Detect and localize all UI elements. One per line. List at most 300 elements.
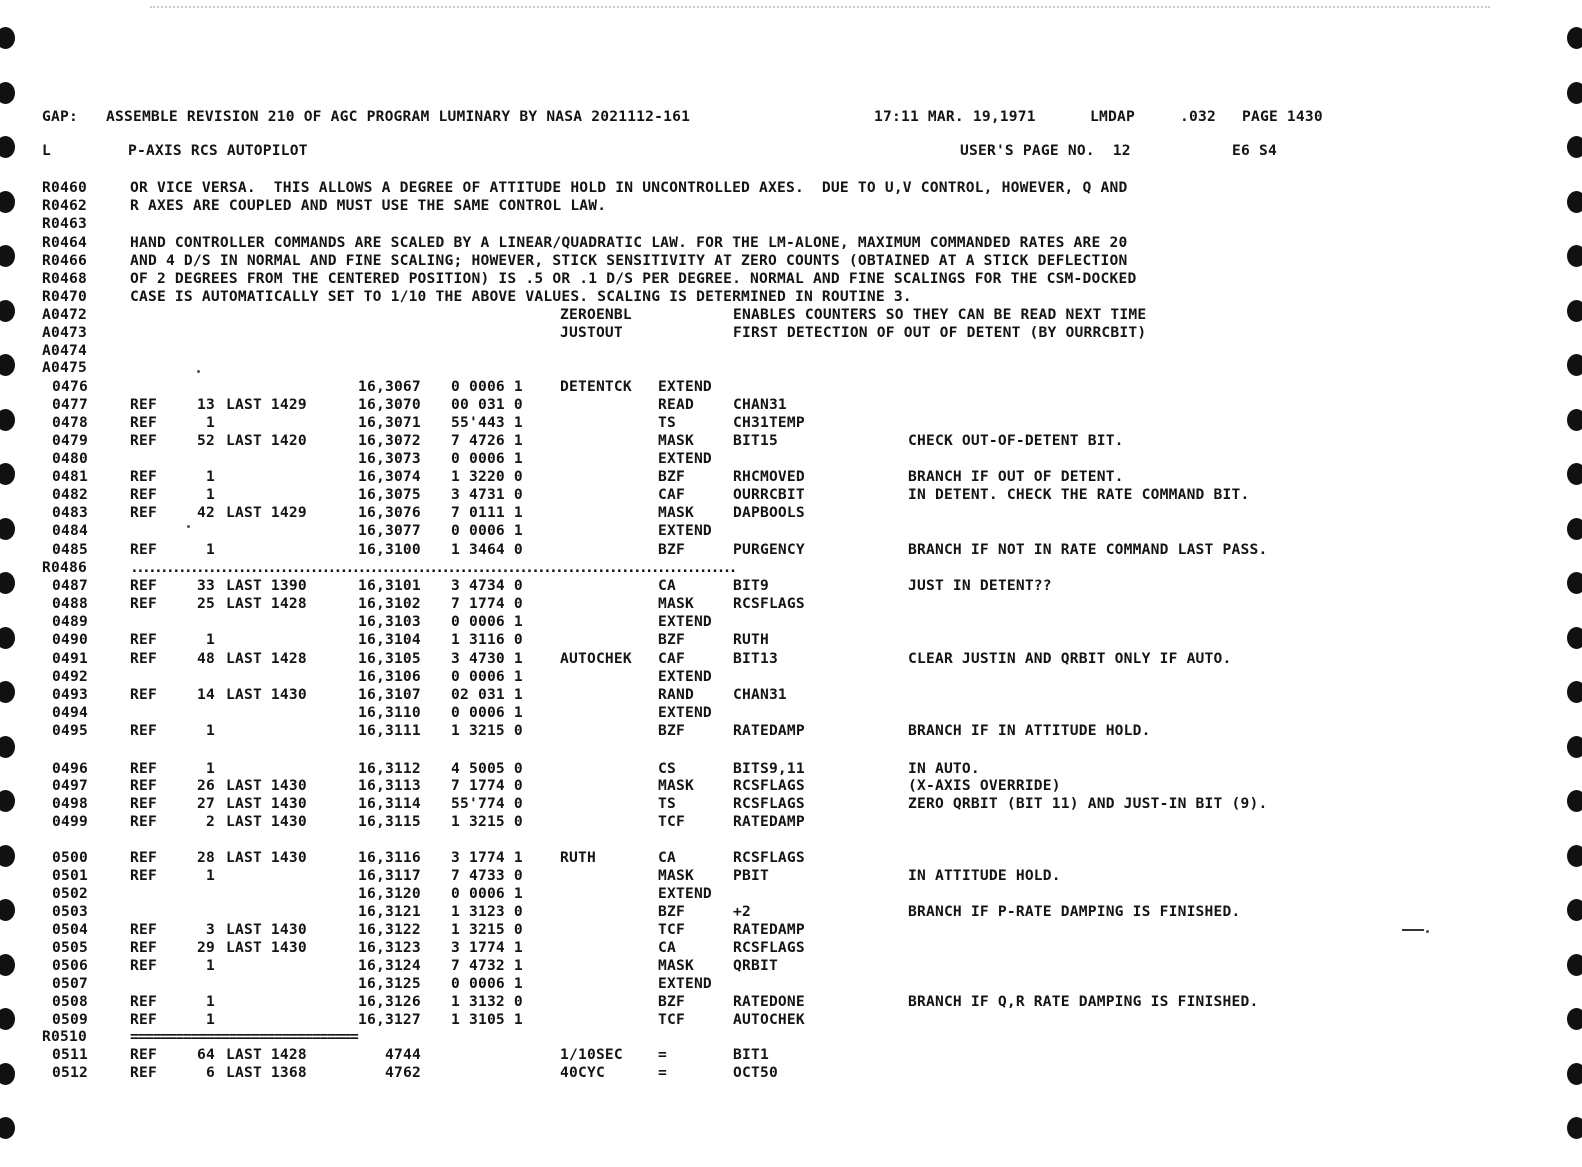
line-number: R0486 <box>42 559 87 576</box>
feed-hole <box>1567 845 1582 867</box>
feed-hole <box>0 845 15 867</box>
ref-keyword: REF <box>130 486 157 503</box>
feed-hole <box>1567 191 1582 213</box>
line-number: 0503 <box>52 903 88 920</box>
last-ref: LAST 1428 <box>226 650 307 667</box>
octal-code: 0 0006 1 <box>451 885 523 902</box>
address: 16,3124 <box>358 957 421 974</box>
ref-keyword: REF <box>130 1064 157 1081</box>
octal-code: 3 4734 0 <box>451 577 523 594</box>
feed-hole <box>1567 300 1582 322</box>
line-number: 0494 <box>52 704 88 721</box>
operand: DAPBOOLS <box>733 504 805 521</box>
feed-hole <box>0 572 15 594</box>
address: 16,3116 <box>358 849 421 866</box>
feed-hole <box>0 245 15 267</box>
opcode: RAND <box>658 686 694 703</box>
line-number: 0497 <box>52 777 88 794</box>
address: 16,3122 <box>358 921 421 938</box>
opcode: = <box>658 1046 667 1063</box>
line-number: A0472 <box>42 306 87 323</box>
last-ref: LAST 1430 <box>226 921 307 938</box>
opcode: EXTEND <box>658 378 712 395</box>
octal-code: 3 1774 1 <box>451 849 523 866</box>
ref-keyword: REF <box>130 468 157 485</box>
opcode: EXTEND <box>658 522 712 539</box>
opcode: TS <box>658 414 676 431</box>
page-header <box>42 108 1323 126</box>
octal-code: 7 1774 0 <box>451 777 523 794</box>
feed-hole <box>0 518 15 540</box>
operand: OURRCBIT <box>733 486 805 503</box>
address: 16,3117 <box>358 867 421 884</box>
ref-count: 42 <box>197 504 215 521</box>
feed-hole <box>0 736 15 758</box>
operand: RCSFLAGS <box>733 595 805 612</box>
ref-keyword: REF <box>130 957 157 974</box>
operand: RATEDAMP <box>733 813 805 830</box>
symbol-label: JUSTOUT <box>560 324 623 341</box>
operand: +2 <box>733 903 751 920</box>
last-ref: LAST 1368 <box>226 1064 307 1081</box>
line-number: 0482 <box>52 486 88 503</box>
line-number: 0506 <box>52 957 88 974</box>
code-comment: BRANCH IF NOT IN RATE COMMAND LAST PASS. <box>908 541 1268 558</box>
octal-code: 1 3220 0 <box>451 468 523 485</box>
line-number: 0488 <box>52 595 88 612</box>
octal-code: 0 0006 1 <box>451 975 523 992</box>
opcode: CAF <box>658 486 685 503</box>
feed-hole <box>0 354 15 376</box>
ref-count: 33 <box>197 577 215 594</box>
opcode: BZF <box>658 903 685 920</box>
tractor-feed-right <box>1558 0 1582 1167</box>
opcode: MASK <box>658 595 694 612</box>
ref-count: 1 <box>206 867 215 884</box>
header-page: PAGE 1430 <box>1242 108 1323 125</box>
feed-hole <box>0 790 15 812</box>
octal-code: 3 4730 1 <box>451 650 523 667</box>
opcode: TCF <box>658 921 685 938</box>
ref-count: 64 <box>197 1046 215 1063</box>
operand: BIT15 <box>733 432 778 449</box>
symbol-comment: ENABLES COUNTERS SO THEY CAN BE READ NEXT TIME <box>733 306 1147 323</box>
opcode: CA <box>658 849 676 866</box>
address: 4744 <box>385 1046 421 1063</box>
line-number: 0505 <box>52 939 88 956</box>
address: 16,3067 <box>358 378 421 395</box>
line-number: 0499 <box>52 813 88 830</box>
line-number: R0468 <box>42 270 87 287</box>
octal-code: 00 031 0 <box>451 396 523 413</box>
opcode: CA <box>658 939 676 956</box>
feed-hole <box>1567 1063 1582 1085</box>
comment-text: AND 4 D/S IN NORMAL AND FINE SCALING; HOWEVER, STICK SENSITIVITY AT ZERO COUNTS (OBTAINED AT A STICK DEFLECTION <box>130 252 1128 269</box>
header-title: ASSEMBLE REVISION 210 OF AGC PROGRAM LUMINARY BY NASA 2021112-161 <box>106 108 691 125</box>
octal-code: 02 031 1 <box>451 686 523 703</box>
octal-code: 1 3105 1 <box>451 1011 523 1028</box>
subheader-code: E6 S4 <box>1232 142 1277 159</box>
line-number: 0493 <box>52 686 88 703</box>
last-ref: LAST 1428 <box>226 595 307 612</box>
opcode: MASK <box>658 432 694 449</box>
feed-hole <box>1567 954 1582 976</box>
feed-hole <box>1567 899 1582 921</box>
line-number: 0485 <box>52 541 88 558</box>
opcode: TS <box>658 795 676 812</box>
feed-hole <box>0 954 15 976</box>
ref-keyword: REF <box>130 867 157 884</box>
ref-count: 1 <box>206 486 215 503</box>
symbol-label: ZEROENBL <box>560 306 632 323</box>
address: 16,3125 <box>358 975 421 992</box>
ref-keyword: REF <box>130 650 157 667</box>
line-number: 0511 <box>52 1046 88 1063</box>
line-number: 0507 <box>52 975 88 992</box>
ref-keyword: REF <box>130 414 157 431</box>
line-number: R0470 <box>42 288 87 305</box>
feed-hole <box>1567 82 1582 104</box>
ref-keyword: REF <box>130 795 157 812</box>
operand: RUTH <box>733 631 769 648</box>
address: 16,3111 <box>358 722 421 739</box>
tractor-feed-left <box>0 0 24 1167</box>
line-number: 0487 <box>52 577 88 594</box>
operand: RCSFLAGS <box>733 939 805 956</box>
ref-count: 1 <box>206 541 215 558</box>
code-comment: IN DETENT. CHECK THE RATE COMMAND BIT. <box>908 486 1250 503</box>
line-number: R0463 <box>42 215 87 232</box>
line-number: 0498 <box>52 795 88 812</box>
address: 16,3115 <box>358 813 421 830</box>
opcode: BZF <box>658 722 685 739</box>
feed-hole <box>1567 1117 1582 1139</box>
last-ref: LAST 1430 <box>226 795 307 812</box>
address: 16,3075 <box>358 486 421 503</box>
opcode: EXTEND <box>658 704 712 721</box>
octal-code: 7 4733 0 <box>451 867 523 884</box>
octal-code: 1 3132 0 <box>451 993 523 1010</box>
opcode: BZF <box>658 468 685 485</box>
operand: CH31TEMP <box>733 414 805 431</box>
address: 16,3123 <box>358 939 421 956</box>
last-ref: LAST 1430 <box>226 813 307 830</box>
address: 16,3100 <box>358 541 421 558</box>
line-number: 0495 <box>52 722 88 739</box>
opcode: BZF <box>658 631 685 648</box>
symbol-label: AUTOCHEK <box>560 650 632 667</box>
operand: RATEDAMP <box>733 921 805 938</box>
ref-keyword: REF <box>130 813 157 830</box>
ref-keyword: REF <box>130 1011 157 1028</box>
feed-hole <box>0 899 15 921</box>
line-number: 0479 <box>52 432 88 449</box>
ref-count: 1 <box>206 468 215 485</box>
comment-text: CASE IS AUTOMATICALLY SET TO 1/10 THE ABOVE VALUES. SCALING IS DETERMINED IN ROUTINE 3. <box>130 288 912 305</box>
line-number: 0483 <box>52 504 88 521</box>
address: 16,3072 <box>358 432 421 449</box>
operand: AUTOCHEK <box>733 1011 805 1028</box>
line-number: R0510 <box>42 1028 87 1045</box>
line-number: 0501 <box>52 867 88 884</box>
section-title: P-AXIS RCS AUTOPILOT <box>128 142 308 159</box>
ref-count: 48 <box>197 650 215 667</box>
feed-hole <box>1567 627 1582 649</box>
last-ref: LAST 1430 <box>226 777 307 794</box>
feed-hole <box>0 1008 15 1030</box>
line-number: 0508 <box>52 993 88 1010</box>
symbol-label: 40CYC <box>560 1064 605 1081</box>
address: 16,3103 <box>358 613 421 630</box>
ref-count: 26 <box>197 777 215 794</box>
ref-count: 29 <box>197 939 215 956</box>
octal-code: 1 3116 0 <box>451 631 523 648</box>
address: 4762 <box>385 1064 421 1081</box>
operand: RATEDAMP <box>733 722 805 739</box>
ref-keyword: REF <box>130 541 157 558</box>
address: 16,3112 <box>358 760 421 777</box>
octal-code: 55'774 0 <box>451 795 523 812</box>
operand: PBIT <box>733 867 769 884</box>
ref-keyword: REF <box>130 993 157 1010</box>
feed-hole <box>1567 136 1582 158</box>
ref-keyword: REF <box>130 722 157 739</box>
address: 16,3070 <box>358 396 421 413</box>
line-number: 0492 <box>52 668 88 685</box>
ref-keyword: REF <box>130 432 157 449</box>
ref-count: 1 <box>206 957 215 974</box>
line-number: 0489 <box>52 613 88 630</box>
feed-hole <box>0 1117 15 1139</box>
address: 16,3102 <box>358 595 421 612</box>
last-ref: LAST 1428 <box>226 1046 307 1063</box>
feed-hole <box>1567 245 1582 267</box>
octal-code: 3 1774 1 <box>451 939 523 956</box>
operand: BITS9,11 <box>733 760 805 777</box>
symbol-label: 1/10SEC <box>560 1046 623 1063</box>
last-ref: LAST 1429 <box>226 504 307 521</box>
operand: RCSFLAGS <box>733 795 805 812</box>
comment-text: HAND CONTROLLER COMMANDS ARE SCALED BY A LINEAR/QUADRATIC LAW. FOR THE LM-ALONE, MAXIMUM COMMANDED RATES ARE 20 <box>130 234 1128 251</box>
code-comment: IN ATTITUDE HOLD. <box>908 867 1061 884</box>
ref-count: 52 <box>197 432 215 449</box>
print-speck <box>1426 930 1429 933</box>
ref-keyword: REF <box>130 777 157 794</box>
line-number: 0476 <box>52 378 88 395</box>
opcode: MASK <box>658 957 694 974</box>
ref-count: 6 <box>206 1064 215 1081</box>
address: 16,3114 <box>358 795 421 812</box>
line-number: 0484 <box>52 522 88 539</box>
code-comment: (X-AXIS OVERRIDE) <box>908 777 1061 794</box>
code-comment: CHECK OUT-OF-DETENT BIT. <box>908 432 1124 449</box>
operand: QRBIT <box>733 957 778 974</box>
line-number: A0475 <box>42 359 87 376</box>
opcode: EXTEND <box>658 613 712 630</box>
ref-keyword: REF <box>130 595 157 612</box>
line-number: R0462 <box>42 197 87 214</box>
opcode: CAF <box>658 650 685 667</box>
last-ref: LAST 1420 <box>226 432 307 449</box>
line-number: 0509 <box>52 1011 88 1028</box>
feed-hole <box>1567 681 1582 703</box>
octal-code: 0 0006 1 <box>451 378 523 395</box>
symbol-label: RUTH <box>560 849 596 866</box>
symbol-label: DETENTCK <box>560 378 632 395</box>
ref-keyword: REF <box>130 504 157 521</box>
octal-code: 0 0006 1 <box>451 668 523 685</box>
comment-text: OF 2 DEGREES FROM THE CENTERED POSITION) IS .5 OR .1 D/S PER DEGREE. NORMAL AND FINE SCALINGS FOR THE CSM-DOCKED <box>130 270 1137 287</box>
line-number: 0504 <box>52 921 88 938</box>
ref-keyword: REF <box>130 849 157 866</box>
opcode: EXTEND <box>658 975 712 992</box>
ref-count: 1 <box>206 722 215 739</box>
octal-code: 4 5005 0 <box>451 760 523 777</box>
opcode: MASK <box>658 504 694 521</box>
octal-code: 1 3215 0 <box>451 813 523 830</box>
ref-keyword: REF <box>130 921 157 938</box>
address: 16,3071 <box>358 414 421 431</box>
address: 16,3113 <box>358 777 421 794</box>
opcode: MASK <box>658 867 694 884</box>
code-comment: IN AUTO. <box>908 760 980 777</box>
line-number: 0491 <box>52 650 88 667</box>
operand: RHCMOVED <box>733 468 805 485</box>
octal-code: 0 0006 1 <box>451 613 523 630</box>
ref-count: 1 <box>206 414 215 431</box>
ref-count: 27 <box>197 795 215 812</box>
address: 16,3120 <box>358 885 421 902</box>
ref-keyword: REF <box>130 760 157 777</box>
header-version: .032 <box>1180 108 1216 125</box>
operand: RATEDONE <box>733 993 805 1010</box>
line-number: A0473 <box>42 324 87 341</box>
line-number: 0481 <box>52 468 88 485</box>
comment-text: OR VICE VERSA. THIS ALLOWS A DEGREE OF ATTITUDE HOLD IN UNCONTROLLED AXES. DUE TO U,V CONTROL, HOWEVER, Q AND <box>130 179 1128 196</box>
ref-keyword: REF <box>130 577 157 594</box>
address: 16,3105 <box>358 650 421 667</box>
opcode: EXTEND <box>658 885 712 902</box>
feed-hole <box>1567 1008 1582 1030</box>
code-comment: BRANCH IF OUT OF DETENT. <box>908 468 1124 485</box>
octal-code: 1 3123 0 <box>451 903 523 920</box>
code-comment: BRANCH IF Q,R RATE DAMPING IS FINISHED. <box>908 993 1259 1010</box>
feed-hole <box>1567 27 1582 49</box>
line-number: 0477 <box>52 396 88 413</box>
feed-hole <box>0 136 15 158</box>
octal-code: 0 0006 1 <box>451 450 523 467</box>
ref-count: 14 <box>197 686 215 703</box>
line-number: 0496 <box>52 760 88 777</box>
feed-hole <box>0 82 15 104</box>
opcode: EXTEND <box>658 668 712 685</box>
print-speck <box>197 370 200 373</box>
line-number: R0464 <box>42 234 87 251</box>
ref-count: 28 <box>197 849 215 866</box>
print-speck <box>187 525 190 528</box>
address: 16,3076 <box>358 504 421 521</box>
ref-keyword: REF <box>130 939 157 956</box>
octal-code: 55'443 1 <box>451 414 523 431</box>
header-timestamp: 17:11 MAR. 19,1971 <box>874 108 1036 125</box>
feed-hole <box>0 191 15 213</box>
line-number: 0478 <box>52 414 88 431</box>
ref-count: 1 <box>206 993 215 1010</box>
address: 16,3073 <box>358 450 421 467</box>
address: 16,3074 <box>358 468 421 485</box>
opcode: EXTEND <box>658 450 712 467</box>
feed-hole <box>1567 463 1582 485</box>
operand: RCSFLAGS <box>733 849 805 866</box>
print-mark <box>1402 929 1424 931</box>
last-ref: LAST 1430 <box>226 686 307 703</box>
opcode: CS <box>658 760 676 777</box>
octal-code: 7 4726 1 <box>451 432 523 449</box>
feed-hole <box>0 1063 15 1085</box>
octal-code: 1 3464 0 <box>451 541 523 558</box>
operand: PURGENCY <box>733 541 805 558</box>
code-comment: BRANCH IF IN ATTITUDE HOLD. <box>908 722 1151 739</box>
feed-hole <box>0 463 15 485</box>
last-ref: LAST 1390 <box>226 577 307 594</box>
line-number: 0480 <box>52 450 88 467</box>
code-comment: CLEAR JUSTIN AND QRBIT ONLY IF AUTO. <box>908 650 1232 667</box>
feed-hole <box>1567 409 1582 431</box>
operand: CHAN31 <box>733 396 787 413</box>
opcode: CA <box>658 577 676 594</box>
line-number: R0460 <box>42 179 87 196</box>
ref-count: 2 <box>206 813 215 830</box>
opcode: BZF <box>658 541 685 558</box>
octal-code: 7 0111 1 <box>451 504 523 521</box>
ref-count: 3 <box>206 921 215 938</box>
line-number: 0490 <box>52 631 88 648</box>
last-ref: LAST 1430 <box>226 939 307 956</box>
feed-hole <box>1567 790 1582 812</box>
address: 16,3127 <box>358 1011 421 1028</box>
comment-text: R AXES ARE COUPLED AND MUST USE THE SAME CONTROL LAW. <box>130 197 607 214</box>
code-comment: ZERO QRBIT (BIT 11) AND JUST-IN BIT (9). <box>908 795 1268 812</box>
ref-count: 13 <box>197 396 215 413</box>
users-page: USER'S PAGE NO. 12 <box>960 142 1131 159</box>
feed-hole <box>1567 518 1582 540</box>
octal-code: 1 3215 0 <box>451 921 523 938</box>
last-ref: LAST 1430 <box>226 849 307 866</box>
address: 16,3106 <box>358 668 421 685</box>
opcode: TCF <box>658 813 685 830</box>
ref-keyword: REF <box>130 1046 157 1063</box>
line-number: A0474 <box>42 342 87 359</box>
ref-count: 25 <box>197 595 215 612</box>
separator: ..................................................................................................... <box>130 559 735 576</box>
operand: CHAN31 <box>733 686 787 703</box>
page-subheader <box>42 142 1277 160</box>
feed-hole <box>0 27 15 49</box>
line-number: 0500 <box>52 849 88 866</box>
feed-hole <box>1567 354 1582 376</box>
address: 16,3126 <box>358 993 421 1010</box>
feed-hole <box>0 300 15 322</box>
feed-hole <box>0 409 15 431</box>
feed-hole <box>0 627 15 649</box>
operand: BIT13 <box>733 650 778 667</box>
opcode: = <box>658 1064 667 1081</box>
ref-keyword: REF <box>130 631 157 648</box>
address: 16,3101 <box>358 577 421 594</box>
line-number: 0512 <box>52 1064 88 1081</box>
last-ref: LAST 1429 <box>226 396 307 413</box>
operand: OCT50 <box>733 1064 778 1081</box>
